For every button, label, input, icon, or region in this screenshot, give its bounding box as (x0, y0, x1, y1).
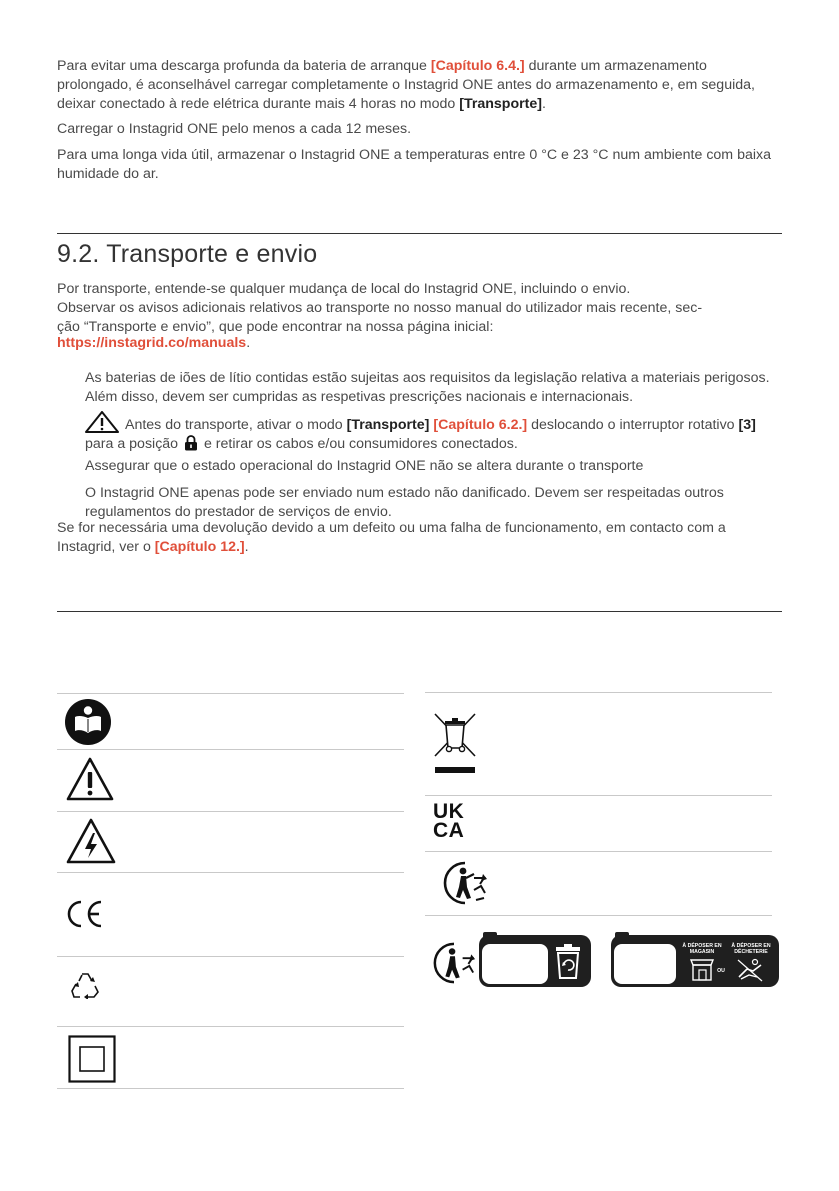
bullet-text: Antes do transporte, ativar o modo (125, 417, 347, 433)
weee-crossed-bin-icon (433, 712, 477, 774)
punctuation: . (542, 96, 546, 112)
transport-mode-label: [Transporte] (459, 96, 542, 112)
switch-number-label: [3] (738, 417, 756, 433)
symbol-row-divider (57, 811, 404, 812)
chapter-6-2-link[interactable]: [Capítulo 6.2.] (433, 417, 528, 433)
warning-icon (85, 411, 119, 433)
triman-small-icon (431, 940, 477, 986)
symbol-row-divider (57, 749, 404, 750)
manuals-link[interactable]: https://instagrid.co/manuals (57, 335, 247, 351)
info-tile-bin (479, 935, 591, 987)
bullet-lithium: As baterias de iões de lítio contidas estão sujeitas aos requisitos da legislação relativa a materiais perigosos. Além disso, devem ser cumpridas as respetivas prescrições nacionais e internacionais. (85, 370, 770, 405)
punctuation: . (244, 539, 249, 555)
closing-paragraph (57, 519, 782, 557)
lock-icon (184, 435, 198, 451)
symbol-row-divider (57, 1026, 404, 1027)
intro-line-1: Por transporte, entende-se qualquer mudança de local do Instagrid ONE, incluindo o envio. (57, 281, 631, 297)
intro-link-line (57, 334, 782, 353)
transport-mode-label: [Transporte] (346, 417, 430, 433)
ukca-top-text: UK (433, 800, 465, 823)
storage-paragraph-2: Carregar o Instagrid ONE pelo menos a cada 12 meses. (57, 121, 412, 137)
warning-icon (66, 757, 114, 801)
hand-drop-icon (735, 957, 765, 983)
closing-text: Se for necessária uma devolução devido a um defeito ou uma falha de funcionamento, em contacto com a Instagrid, ver o (57, 520, 726, 555)
storage-paragraph-1 (57, 57, 782, 114)
read-manual-icon (65, 699, 111, 745)
ce-mark-icon (64, 899, 106, 929)
tile-window (482, 944, 548, 984)
protection-class-2-icon (68, 1035, 116, 1083)
bullet-text: deslocando o interruptor rotativo (527, 417, 739, 433)
info-tile-deposit (611, 935, 779, 987)
or-label: OU (717, 968, 725, 974)
symbol-row-divider (57, 1088, 404, 1089)
symbol-row-divider (425, 795, 772, 796)
tile-tab (615, 932, 629, 940)
bullet-undamaged: O Instagrid ONE apenas pode ser enviado num estado não danificado. Devem ser respeitadas outros regulamentos do prestador de serviços de envio. (85, 485, 724, 520)
bullet-text: e retirar os cabos e/ou consumidores conectados. (200, 436, 518, 452)
chapter-6-4-link[interactable]: [Capítulo 6.4.] (430, 58, 525, 74)
ukca-mark-icon (433, 802, 475, 840)
storage-text: durante um armazenamento prolongado, é aconselhável carregar completamente o Instagrid ONE antes do armazenamento e, em seguida, deixar conectado à rede elétrica durante mais 4 horas no modo (57, 58, 755, 112)
symbol-row-divider (57, 956, 404, 957)
deposit-store-label: À DÉPOSER EN MAGASIN (682, 943, 722, 955)
symbol-row-divider (57, 872, 404, 873)
bullet-operational-state: Assegurar que o estado operacional do Instagrid ONE não se altera durante o transporte (85, 458, 644, 474)
bullet-text: para a posição (85, 436, 183, 452)
storage-paragraph-3: Para uma longa vida útil, armazenar o Instagrid ONE a temperaturas entre 0 °C e 23 °C num ambiente com baixa humidade do ar. (57, 147, 771, 182)
punctuation: . (246, 335, 251, 351)
tile-window (614, 944, 676, 984)
symbol-row-divider (57, 693, 404, 694)
intro-line-2: Observar os avisos adicionais relativos ao transporte no nosso manual do utilizador mais recente, sec- (57, 300, 703, 316)
section-divider-2 (57, 611, 782, 612)
bullet-transport-mode (85, 411, 782, 454)
electric-hazard-icon (66, 818, 116, 864)
ukca-bottom-text: CA (433, 819, 465, 842)
store-icon (689, 958, 715, 982)
deposit-dump-label: À DÉPOSER EN DÉCHETERIE (731, 943, 771, 955)
chapter-12-link[interactable]: [Capítulo 12.] (154, 539, 245, 555)
symbol-row-divider (425, 692, 772, 693)
recycle-bin-icon (554, 944, 582, 980)
storage-text: Para evitar uma descarga profunda da bateria de arranque (57, 58, 431, 74)
section-heading: 9.2. Transporte e envio (57, 240, 318, 268)
symbol-row-divider (425, 851, 772, 852)
intro-line-3: ção “Transporte e envio”, que pode encontrar na nossa página inicial: (57, 319, 494, 335)
section-divider (57, 233, 782, 234)
triman-icon (441, 860, 489, 906)
recycling-icon (70, 971, 100, 999)
tile-tab (483, 932, 497, 940)
symbol-row-divider (425, 915, 772, 916)
